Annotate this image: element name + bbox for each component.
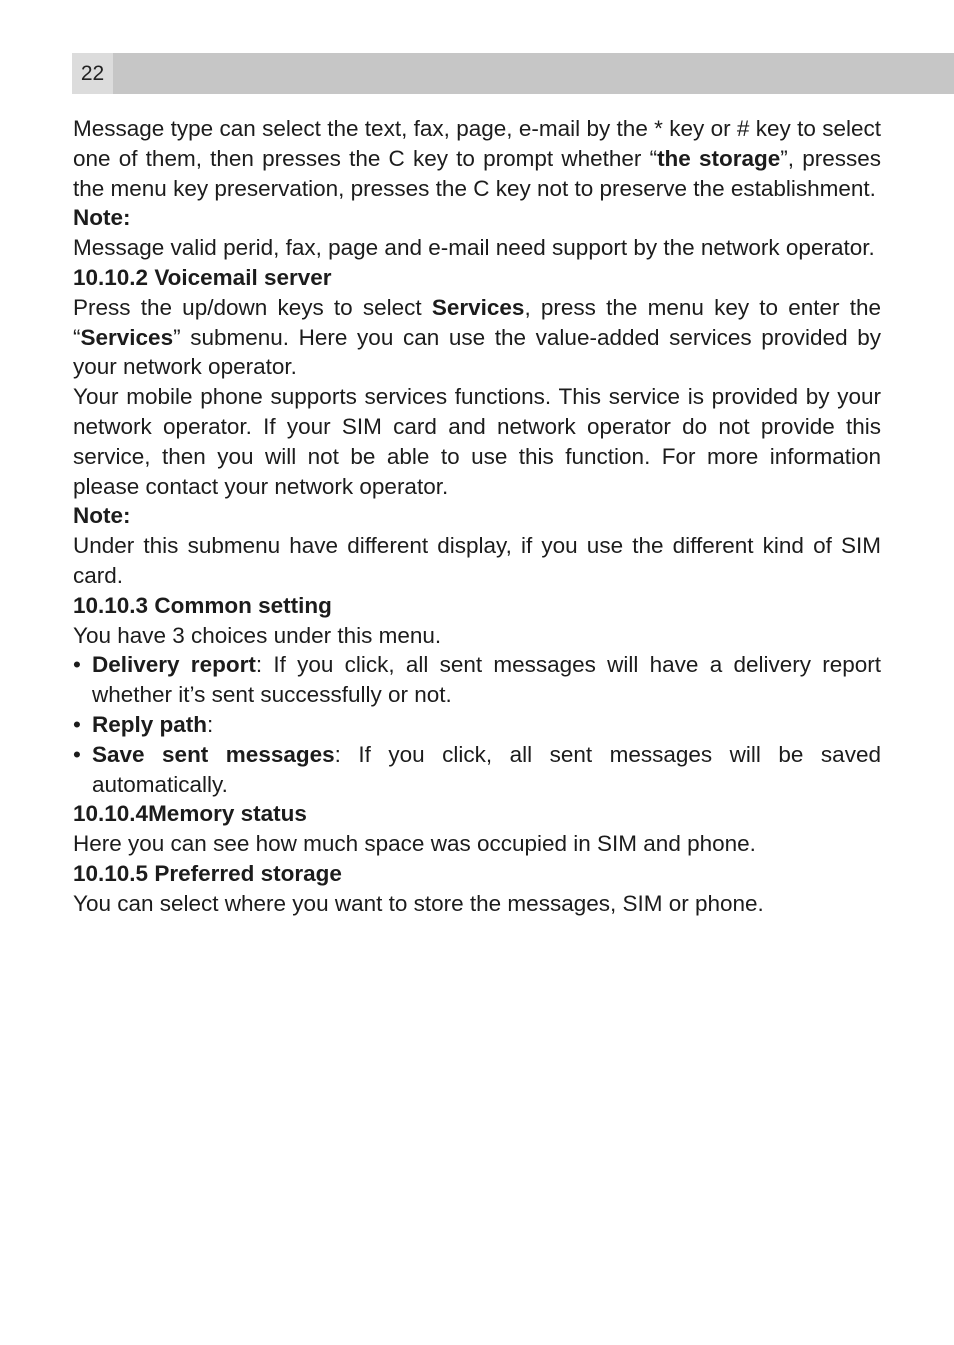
note-1-title: Note: [73,205,131,231]
bullet-icon: • [73,711,81,737]
document-body [73,114,881,919]
voicemail-bold-services-1: Services [431,294,525,320]
voicemail-text-1: Press the up/down keys to select [73,294,432,320]
bullet-icon: • [73,652,81,678]
voicemail-paragraph-2: Your mobile phone supports services functions. This service is provided by your network operator. If your SIM card and network operator do not provide this service, then you will not be able to use this function. For more information please contact your network operator. [73,384,881,499]
bullet-item-reply-path [73,710,881,740]
bullet-item-save-sent-messages [73,740,881,800]
intro-text-2: ”, presses the menu key preservation, presses the C key not to preserve the establishment. [73,145,881,201]
bullet-text: : If you click, all sent messages will be saved automatically. [92,741,881,797]
bullet-text: : If you click, all sent messages will have a delivery report whether it’s sent successfully or not. [92,652,882,708]
intro-text-1: Message type can select the text, fax, page, e-mail by the * key or # key to select one of them, then presses the C key to prompt whether “ [73,116,881,171]
common-setting-intro: You have 3 choices under this menu. [73,622,442,648]
voicemail-paragraph-1 [73,293,881,382]
voicemail-text-2: , press the menu key to enter the “ [73,294,882,350]
voicemail-heading: 10.10.2 Voicemail server [73,264,332,290]
note-1-text: Message valid perid, fax, page and e-mail need support by the network operator. [73,235,875,261]
intro-bold-storage: the storage [657,145,781,171]
preferred-storage-text: You can select where you want to store the messages, SIM or phone. [73,890,764,916]
bullet-icon: • [73,741,81,767]
bullet-text: : [207,711,214,737]
preferred-storage-heading: 10.10.5 Preferred storage [73,860,342,886]
page-header-bar [72,53,954,94]
common-setting-heading: 10.10.3 Common setting [73,592,332,618]
bullet-item-delivery-report [73,650,881,710]
bullet-label: Save sent messages [92,741,335,767]
bullet-label: Delivery report [92,652,256,678]
memory-status-text: Here you can see how much space was occupied in SIM and phone. [73,831,756,857]
bullet-label: Reply path [92,711,208,737]
voicemail-bold-services-2: Services [80,324,174,350]
intro-paragraph [73,114,881,203]
page-number: 22 [72,53,113,94]
note-2-title: Note: [73,503,131,529]
memory-status-heading: 10.10.4Memory status [73,801,307,827]
note-2-text: Under this submenu have different display, if you use the different kind of SIM card. [73,533,881,588]
voicemail-text-3: ” submenu. Here you can use the value-added services provided by your network operator. [73,324,881,380]
